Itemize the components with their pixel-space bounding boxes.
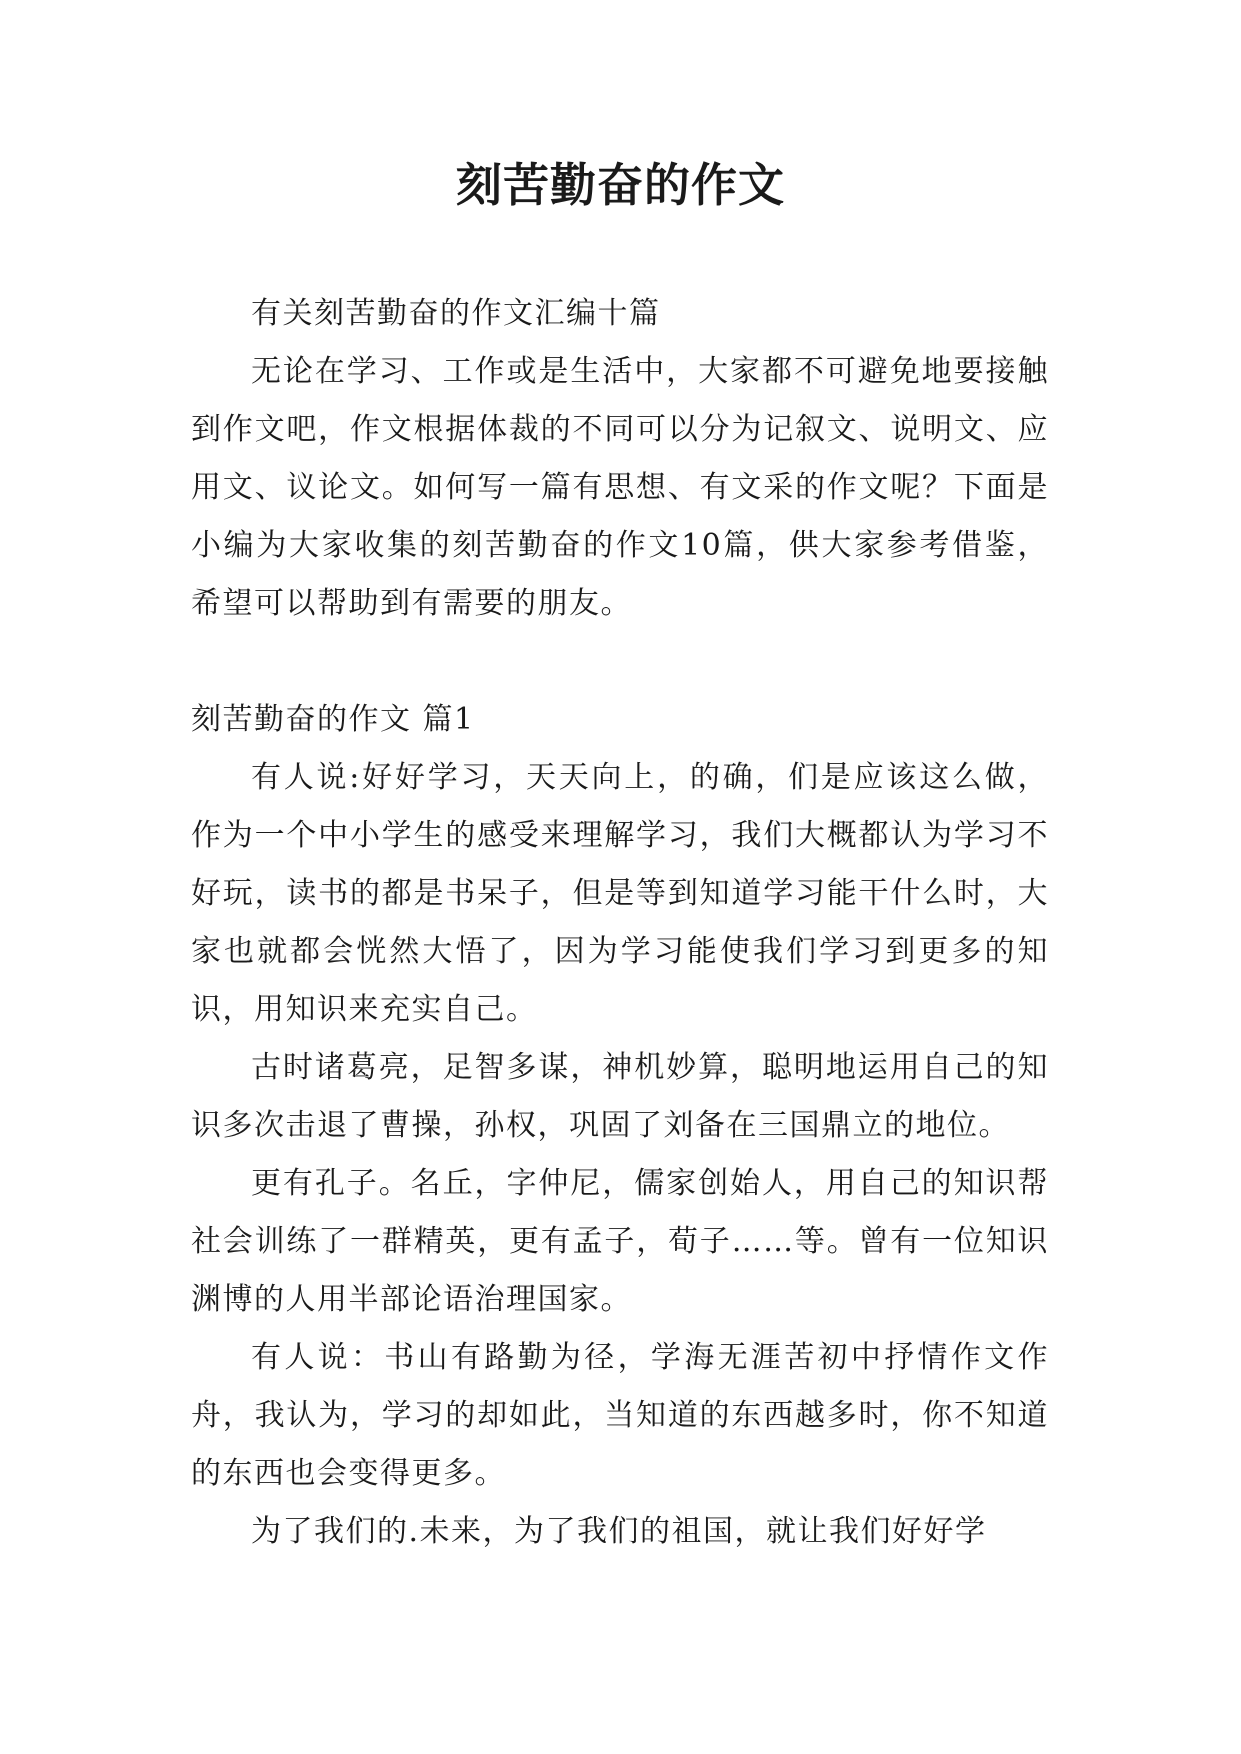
document-subtitle: 有关刻苦勤奋的作文汇编十篇	[251, 296, 661, 331]
document-body	[191, 285, 1049, 1561]
paragraph: 有人说：书山有路勤为径，学海无涯苦初中抒情作文作舟，我认为，学习的却如此，当知道的东西越多时，你不知道的东西也会变得更多。	[191, 1340, 1049, 1491]
paragraph: 更有孔子。名丘，字仲尼，儒家创始人，用自己的知识帮社会训练了一群精英，更有孟子，荀子……等。曾有一位知识渊博的人用半部论语治理国家。	[191, 1166, 1049, 1317]
paragraph: 古时诸葛亮，足智多谋，神机妙算，聪明地运用自己的知识多次击退了曹操，孙权，巩固了刘备在三国鼎立的地位。	[191, 1050, 1049, 1143]
intro-paragraph: 无论在学习、工作或是生活中，大家都不可避免地要接触到作文吧，作文根据体裁的不同可以分为记叙文、说明文、应用文、议论文。如何写一篇有思想、有文采的作文呢？下面是小编为大家收集的刻苦勤奋的作文10篇，供大家参考借鉴，希望可以帮助到有需要的朋友。	[191, 354, 1049, 621]
section-heading: 刻苦勤奋的作文 篇1	[191, 702, 475, 737]
paragraph: 有人说:好好学习，天天向上，的确，们是应该这么做，作为一个中小学生的感受来理解学习，我们大概都认为学习不好玩，读书的都是书呆子，但是等到知道学习能干什么时，大家也就都会恍然大悟了，因为学习能使我们学习到更多的知识，用知识来充实自己。	[191, 760, 1049, 1027]
page-title: 刻苦勤奋的作文	[456, 158, 785, 212]
paragraph: 为了我们的.未来，为了我们的祖国，就让我们好好学	[251, 1514, 987, 1549]
